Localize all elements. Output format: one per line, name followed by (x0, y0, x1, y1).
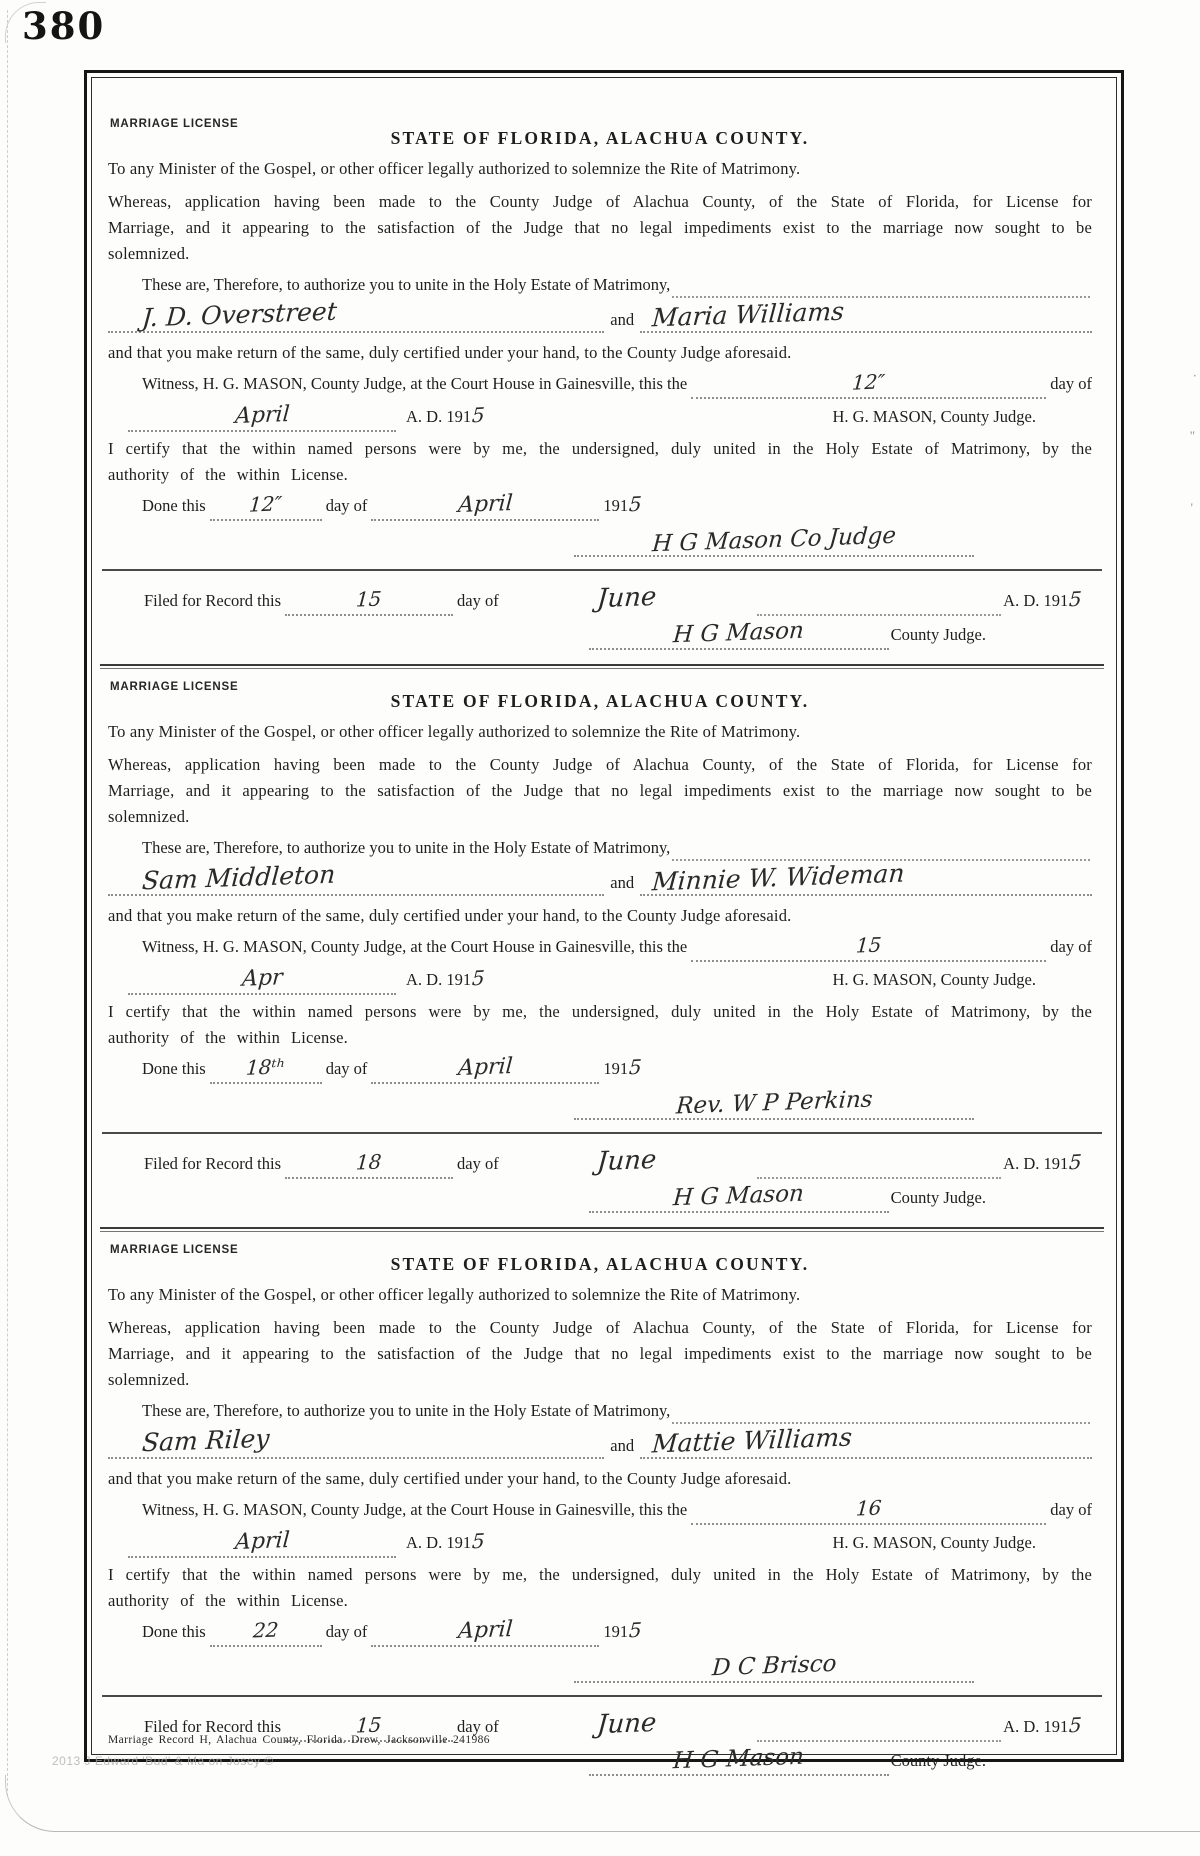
judge-name-label: H. G. MASON, County Judge. (832, 407, 1036, 426)
groom-name-slot (108, 1423, 604, 1459)
record-divider (100, 1227, 1104, 1232)
bride-name-slot (640, 296, 1092, 333)
return-line: and that you make return of the same, duly certified under your hand, to the County Judge aforesaid. (108, 1469, 792, 1488)
filed-line (108, 581, 1092, 616)
bride-name-handwriting: Mattie Williams (651, 1422, 854, 1459)
groom-name-slot (108, 296, 604, 333)
month-line (108, 404, 1092, 432)
done-line (108, 493, 1092, 521)
form-type-label: MARRIAGE LICENSE (110, 681, 239, 693)
groom-name-slot (108, 859, 604, 896)
witness-text: Witness, H. G. MASON, County Judge, at the Court House in Gainesville, this the (142, 937, 688, 956)
scan-speck: ' (1190, 500, 1193, 515)
filed-year-suffix-handwriting: 5 (1068, 1149, 1083, 1175)
form-type-label: MARRIAGE LICENSE (110, 1244, 239, 1256)
done-day-handwriting: 12″ (248, 491, 284, 517)
county-judge-label: County Judge. (890, 1188, 986, 1207)
done-day-slot (210, 1056, 322, 1084)
dotted-rule (672, 1408, 1090, 1424)
license-record-2 (108, 681, 1092, 1213)
filed-signature-line (589, 1743, 889, 1776)
done-this-label: Done this (142, 1059, 206, 1078)
witness-day-slot (691, 934, 1046, 962)
filed-signature-handwriting: H G Mason (672, 1743, 806, 1775)
day-of-label: day of (457, 1154, 499, 1173)
day-of-label: day of (457, 591, 499, 610)
officiant-signature-row (108, 1650, 1092, 1683)
whereas-paragraph: Whereas, application having been made to the County Judge of Alachua County, of the State of Florida, for License for Marriage, and it appearing to the satisfaction of the Judge that no legal impediments exist to the marriage now sought to be solemnized. (108, 755, 1092, 826)
witness-month-slot (128, 404, 396, 432)
filed-month-handwriting: June (596, 1144, 658, 1178)
done-year-suffix-handwriting: 5 (628, 1617, 643, 1643)
and-label: and (610, 1436, 635, 1455)
witness-day-handwriting: 16 (855, 1495, 883, 1521)
names-row (108, 858, 1092, 897)
day-of-label: day of (1050, 937, 1092, 956)
filed-day-slot (285, 588, 453, 616)
bride-name-handwriting: Maria Williams (651, 296, 846, 333)
witness-text: Witness, H. G. MASON, County Judge, at the Court House in Gainesville, this the (142, 1500, 688, 1519)
officiant-signature-handwriting: H G Mason Co Judge (651, 522, 897, 558)
done-this-label: Done this (142, 1622, 206, 1641)
form-type-label: MARRIAGE LICENSE (110, 118, 239, 130)
day-of-label: day of (325, 1622, 368, 1641)
filed-day-handwriting: 18 (355, 1149, 383, 1175)
filed-signature-handwriting: H G Mason (672, 1180, 806, 1212)
addressee-line: To any Minister of the Gospel, or other officer legally authorized to solemnize the Rite of Matrimony. (108, 1285, 801, 1304)
license-heading: STATE OF FLORIDA, ALACHUA COUNTY. (390, 691, 810, 711)
filed-month-handwriting: June (596, 581, 658, 615)
addressee-line: To any Minister of the Gospel, or other officer legally authorized to solemnize the Rite of Matrimony. (108, 722, 801, 741)
whereas-paragraph: Whereas, application having been made to the County Judge of Alachua County, of the State of Florida, for License for Marriage, and it appearing to the satisfaction of the Judge that no legal impediments exist to the marriage now sought to be solemnized. (108, 1318, 1092, 1389)
witness-day-slot (691, 1497, 1046, 1525)
officiant-signature-row (108, 522, 1092, 558)
filed-month-handwriting: June (596, 1707, 658, 1741)
county-judge-label: County Judge. (890, 625, 986, 644)
filed-day-handwriting: 15 (355, 586, 383, 612)
year-suffix-handwriting: 5 (471, 965, 486, 991)
groom-name-handwriting: J. D. Overstreet (141, 296, 338, 333)
filed-month-slot (503, 1707, 751, 1741)
authorize-line (108, 272, 1092, 298)
county-judge-label: County Judge. (890, 1751, 986, 1770)
names-row (108, 1422, 1092, 1459)
filed-label: Filed for Record this (144, 591, 282, 610)
filed-signature-line (589, 1180, 889, 1213)
whereas-paragraph: Whereas, application having been made to the County Judge of Alachua County, of the State of Florida, for License for Marriage, and it appearing to the satisfaction of the Judge that no legal impediments exist to the marriage now sought to be solemnized. (108, 192, 1092, 263)
officiant-signature-handwriting: Rev. W P Perkins (674, 1086, 874, 1120)
officiant-signature-line (574, 1086, 974, 1120)
witness-text: Witness, H. G. MASON, County Judge, at the Court House in Gainesville, this the (142, 374, 688, 393)
bride-name-slot (640, 1422, 1092, 1459)
day-of-label: day of (325, 496, 368, 515)
done-day-handwriting: 22 (252, 1617, 280, 1643)
done-month-slot (371, 1056, 599, 1084)
done-month-handwriting: April (457, 491, 514, 518)
done-this-label: Done this (142, 496, 206, 515)
done-month-slot (371, 493, 599, 521)
filed-month-slot (503, 1144, 751, 1178)
witness-line (108, 934, 1092, 962)
judge-name-label: H. G. MASON, County Judge. (832, 1533, 1036, 1552)
filed-line (108, 1144, 1092, 1179)
page-edge-left (7, 10, 8, 1796)
authorize-line (108, 835, 1092, 861)
day-of-label: day of (1050, 374, 1092, 393)
witness-line (108, 371, 1092, 399)
day-of-label: day of (457, 1717, 499, 1736)
filed-day-handwriting: 15 (355, 1712, 383, 1738)
certify-paragraph: I certify that the within named persons were by me, the undersigned, duly united in the Holy Estate of Matrimony, by the authority of the within License. (108, 439, 1092, 484)
scan-speck: " (1189, 428, 1195, 443)
done-191-label: 191 (603, 496, 629, 515)
month-line (108, 967, 1092, 995)
groom-name-handwriting: Sam Riley (141, 1423, 271, 1458)
filed-signature-row (108, 617, 1092, 650)
day-of-label: day of (325, 1059, 368, 1078)
officiant-signature-handwriting: D C Brisco (710, 1650, 838, 1682)
year-suffix-handwriting: 5 (471, 402, 486, 428)
dotted-rule (757, 1163, 1001, 1179)
ad-191-label: A. D. 191 (1003, 1154, 1069, 1173)
done-month-handwriting: April (457, 1054, 514, 1081)
year-suffix-handwriting: 5 (471, 1528, 486, 1554)
done-line (108, 1619, 1092, 1647)
done-day-slot (210, 493, 322, 521)
filed-signature-row (108, 1180, 1092, 1213)
witness-month-slot (128, 967, 396, 995)
scan-speck: · (1192, 368, 1197, 383)
authorize-text: These are, Therefore, to authorize you to unite in the Holy Estate of Matrimony, (142, 275, 671, 294)
done-day-slot (210, 1619, 322, 1647)
witness-month-handwriting: Apr (240, 965, 284, 992)
witness-day-slot (691, 371, 1046, 399)
license-record-1 (108, 118, 1092, 650)
dotted-rule (672, 282, 1090, 298)
witness-month-slot (128, 1530, 396, 1558)
return-line: and that you make return of the same, duly certified under your hand, to the County Judge aforesaid. (108, 906, 792, 925)
day-of-label: day of (1050, 1500, 1092, 1519)
witness-line (108, 1497, 1092, 1525)
done-month-handwriting: April (457, 1617, 514, 1644)
bride-name-slot (640, 858, 1092, 897)
filed-year-suffix-handwriting: 5 (1068, 1712, 1083, 1738)
license-heading: STATE OF FLORIDA, ALACHUA COUNTY. (390, 1254, 810, 1274)
done-year-suffix-handwriting: 5 (628, 1054, 643, 1080)
authorize-line (108, 1398, 1092, 1424)
dotted-rule (757, 600, 1001, 616)
filed-signature-handwriting: H G Mason (672, 617, 806, 649)
witness-day-handwriting: 15 (855, 932, 883, 958)
filed-signature-line (589, 617, 889, 650)
filed-year-suffix-handwriting: 5 (1068, 586, 1083, 612)
dotted-rule (757, 1726, 1001, 1742)
certify-paragraph: I certify that the within named persons were by me, the undersigned, duly united in the Holy Estate of Matrimony, by the authority of the within License. (108, 1002, 1092, 1047)
done-month-slot (371, 1619, 599, 1647)
section-divider (102, 1695, 1102, 1697)
officiant-signature-line (574, 1650, 974, 1683)
groom-name-handwriting: Sam Middleton (141, 859, 337, 896)
officiant-signature-row (108, 1086, 1092, 1120)
authorize-text: These are, Therefore, to authorize you to unite in the Holy Estate of Matrimony, (142, 838, 671, 857)
judge-name-label: H. G. MASON, County Judge. (832, 970, 1036, 989)
witness-month-handwriting: April (233, 1528, 291, 1555)
done-line (108, 1056, 1092, 1084)
witness-day-handwriting: 12″ (851, 369, 887, 395)
and-label: and (610, 310, 635, 329)
record-book-imprint: Marriage Record H, Alachua County, Florida. Drew, Jacksonville 241986 (108, 1734, 490, 1746)
return-line: and that you make return of the same, duly certified under your hand, to the County Judge aforesaid. (108, 343, 792, 362)
filed-label: Filed for Record this (144, 1717, 282, 1736)
done-191-label: 191 (603, 1622, 629, 1641)
witness-month-handwriting: April (233, 402, 291, 429)
filed-day-slot (285, 1151, 453, 1179)
month-line (108, 1530, 1092, 1558)
license-heading: STATE OF FLORIDA, ALACHUA COUNTY. (390, 128, 810, 148)
officiant-signature-line (574, 522, 974, 558)
done-year-suffix-handwriting: 5 (628, 491, 643, 517)
and-label: and (610, 873, 635, 892)
ad-191-label: A. D. 191 (1003, 591, 1069, 610)
done-191-label: 191 (603, 1059, 629, 1078)
filed-label: Filed for Record this (144, 1154, 282, 1173)
ad-191-label: A. D. 191 (1003, 1717, 1069, 1736)
record-divider (100, 664, 1104, 669)
addressee-line: To any Minister of the Gospel, or other officer legally authorized to solemnize the Rite of Matrimony. (108, 159, 801, 178)
bride-name-handwriting: Minnie W. Wideman (651, 858, 906, 897)
ad-191-label: A. D. 191 (406, 970, 472, 989)
names-row (108, 296, 1092, 333)
filed-month-slot (503, 581, 751, 615)
ad-191-label: A. D. 191 (406, 1533, 472, 1552)
section-divider (102, 1132, 1102, 1134)
authorize-text: These are, Therefore, to authorize you to unite in the Holy Estate of Matrimony, (142, 1401, 671, 1420)
section-divider (102, 569, 1102, 571)
scan-watermark: 2013 J Edward 'Bud' & Ma on Josey © (52, 1754, 274, 1768)
ad-191-label: A. D. 191 (406, 407, 472, 426)
license-record-3 (108, 1244, 1092, 1776)
done-day-handwriting: 18ᵗʰ (245, 1054, 287, 1080)
certify-paragraph: I certify that the within named persons were by me, the undersigned, duly united in the Holy Estate of Matrimony, by the authority of the within License. (108, 1565, 1092, 1610)
page-number: 380 (22, 4, 106, 48)
page-edge-bottom (5, 1775, 1200, 1832)
